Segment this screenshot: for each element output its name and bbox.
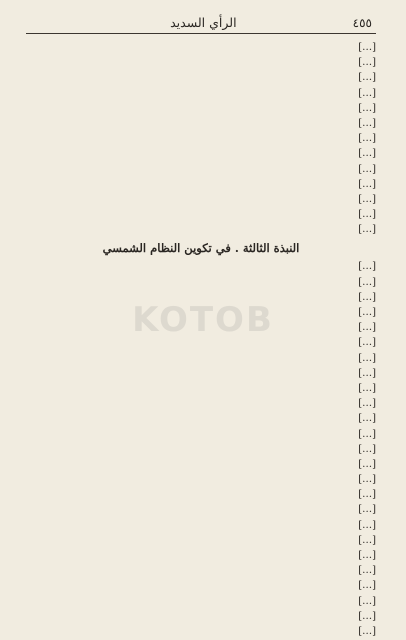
text-line: […] — [358, 178, 376, 190]
text-line: […] — [358, 458, 376, 470]
text-line: […] — [358, 224, 376, 236]
watermark: KOTOB — [132, 300, 274, 340]
text-line: […] — [358, 474, 376, 486]
text-line: […] — [358, 72, 376, 84]
text-line: […] — [358, 57, 376, 69]
text-line: […] — [358, 428, 376, 440]
running-title: الرأي السديد — [170, 15, 237, 30]
page-header — [26, 14, 376, 34]
paragraph-2 — [26, 259, 376, 441]
text-line: […] — [358, 489, 376, 501]
text-line: […] — [358, 261, 376, 273]
text-line: […] — [358, 565, 376, 577]
text-line: […] — [358, 504, 376, 516]
paragraph-3 — [26, 442, 376, 639]
text-line: […] — [358, 163, 376, 175]
text-line: […] — [358, 398, 376, 410]
text-line: […] — [358, 595, 376, 607]
text-line: […] — [358, 42, 376, 53]
text-line: […] — [358, 625, 376, 637]
text-line: […] — [358, 291, 376, 303]
text-line: […] — [358, 610, 376, 622]
text-line: […] — [358, 102, 376, 114]
text-line: […] — [358, 534, 376, 546]
text-line: […] — [358, 87, 376, 99]
text-line: […] — [358, 382, 376, 394]
text-line: […] — [358, 352, 376, 364]
text-line: […] — [358, 580, 376, 592]
text-line: […] — [358, 307, 376, 318]
text-line: […] — [358, 117, 376, 129]
text-line: […] — [358, 322, 376, 334]
text-line: […] — [358, 193, 376, 205]
text-line: […] — [358, 443, 376, 455]
section-heading: النبذة الثالثة . في تكوين النظام الشمسي — [102, 241, 300, 256]
page-body — [26, 34, 376, 639]
text-line: […] — [358, 276, 376, 288]
page-number: ٤٥٥ — [352, 16, 372, 30]
paragraph-1 — [26, 40, 376, 237]
text-line: […] — [358, 148, 376, 160]
text-line: […] — [358, 519, 376, 531]
text-line: […] — [358, 367, 376, 379]
text-line: […] — [358, 133, 376, 145]
text-line: […] — [358, 550, 376, 561]
text-line: […] — [358, 209, 376, 221]
text-line: […] — [358, 337, 376, 349]
text-line: […] — [358, 413, 376, 425]
